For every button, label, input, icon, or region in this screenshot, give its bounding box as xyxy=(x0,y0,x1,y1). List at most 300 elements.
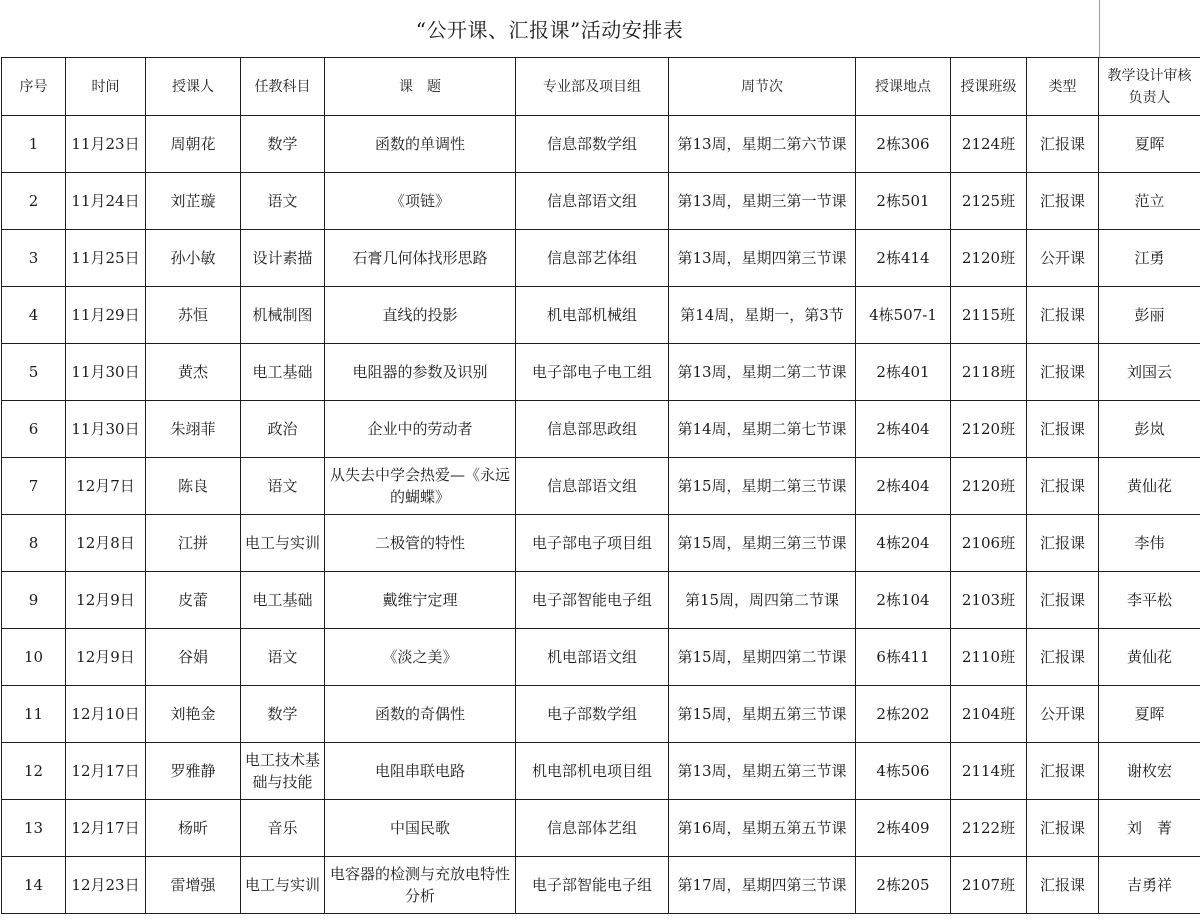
table-cell[interactable] xyxy=(241,857,325,914)
table-cell[interactable] xyxy=(325,287,516,344)
cell-text: 2122班 xyxy=(961,819,1016,837)
cell-text: 11 xyxy=(23,705,44,723)
table-cell[interactable] xyxy=(66,743,146,800)
cell-text: 11月29日 xyxy=(71,306,140,324)
cell-text: 苏恒 xyxy=(177,306,208,324)
table-cell[interactable] xyxy=(241,116,325,173)
table-cell[interactable] xyxy=(669,401,856,458)
table-cell[interactable] xyxy=(669,344,856,401)
table-cell[interactable] xyxy=(66,287,146,344)
cell-text: 2栋404 xyxy=(876,420,930,438)
table-cell[interactable] xyxy=(1027,572,1099,629)
table-cell[interactable] xyxy=(951,401,1027,458)
cell-text: 数学 xyxy=(267,705,298,723)
cell-text: 12月17日 xyxy=(71,819,140,837)
table-cell[interactable] xyxy=(241,344,325,401)
column-header[interactable]: 序号 xyxy=(2,58,66,116)
cell-text: 2114班 xyxy=(961,762,1016,780)
cell-text: 第13周，星期二第二节课 xyxy=(677,363,847,381)
table-cell[interactable] xyxy=(241,515,325,572)
cell-text: 2栋404 xyxy=(876,477,930,495)
table-cell[interactable] xyxy=(669,116,856,173)
cell-text: 2110班 xyxy=(961,648,1016,666)
table-cell[interactable] xyxy=(669,515,856,572)
title-empty-cell[interactable] xyxy=(1099,0,1200,57)
table-cell[interactable] xyxy=(951,800,1027,857)
table-cell[interactable] xyxy=(856,458,951,515)
cell-text: 2125班 xyxy=(961,192,1016,210)
cell-text: 12 xyxy=(23,762,44,780)
table-cell[interactable] xyxy=(241,800,325,857)
cell-text: 14 xyxy=(23,876,44,894)
table-cell[interactable] xyxy=(516,686,669,743)
cell-text: 李平松 xyxy=(1126,591,1172,609)
table-cell[interactable] xyxy=(1027,857,1099,914)
table-cell[interactable] xyxy=(856,686,951,743)
cell-text: 第15周，星期二第三节课 xyxy=(677,477,847,495)
table-cell[interactable] xyxy=(66,515,146,572)
table-cell[interactable] xyxy=(951,344,1027,401)
column-header[interactable]: 任教科目 xyxy=(241,58,325,116)
table-cell[interactable] xyxy=(241,230,325,287)
cell-text: 黄仙花 xyxy=(1126,648,1172,666)
table-cell[interactable] xyxy=(1027,629,1099,686)
cell-text: 4 xyxy=(28,306,39,324)
table-cell[interactable] xyxy=(1027,401,1099,458)
cell-text: 电子部智能电子组 xyxy=(531,876,652,894)
table-cell[interactable] xyxy=(66,572,146,629)
table-cell[interactable] xyxy=(325,173,516,230)
table-row xyxy=(2,572,1200,629)
table-row xyxy=(2,401,1200,458)
table-cell[interactable] xyxy=(669,287,856,344)
table-cell[interactable] xyxy=(856,173,951,230)
table-cell[interactable] xyxy=(951,230,1027,287)
table-cell[interactable] xyxy=(146,344,241,401)
column-header[interactable]: 授课人 xyxy=(146,58,241,116)
table-cell[interactable] xyxy=(951,458,1027,515)
cell-text: 汇报课 xyxy=(1039,591,1085,609)
table-cell[interactable] xyxy=(1027,287,1099,344)
table-cell[interactable] xyxy=(325,686,516,743)
cell-text: 语文 xyxy=(267,477,298,495)
cell-text: 电子部电子项目组 xyxy=(531,534,652,552)
table-cell[interactable] xyxy=(241,287,325,344)
cell-text: 2107班 xyxy=(961,876,1016,894)
table-cell[interactable] xyxy=(951,572,1027,629)
cell-text: 2120班 xyxy=(961,249,1016,267)
cell-text: 4栋506 xyxy=(876,762,930,780)
cell-text: 4栋507-1 xyxy=(869,306,937,324)
table-cell[interactable] xyxy=(325,800,516,857)
cell-text: 黄仙花 xyxy=(1126,477,1172,495)
table-cell[interactable] xyxy=(1099,344,1200,401)
table-cell[interactable] xyxy=(856,743,951,800)
table-cell[interactable] xyxy=(146,116,241,173)
cell-text: 函数的奇偶性 xyxy=(374,705,465,723)
table-cell[interactable] xyxy=(1099,743,1200,800)
cell-text: 汇报课 xyxy=(1039,819,1085,837)
cell-text: 罗雅静 xyxy=(170,762,216,780)
cell-text: 汇报课 xyxy=(1039,363,1085,381)
table-cell[interactable] xyxy=(2,800,66,857)
table-cell[interactable] xyxy=(325,572,516,629)
table-cell[interactable] xyxy=(2,743,66,800)
cell-text: 第13周，星期四第三节课 xyxy=(677,249,847,267)
cell-text: 戴维宁定理 xyxy=(382,591,458,609)
column-header[interactable]: 授课班级 xyxy=(951,58,1027,116)
table-row xyxy=(2,515,1200,572)
cell-text: 语文 xyxy=(267,648,298,666)
table-cell[interactable] xyxy=(325,857,516,914)
table-cell[interactable] xyxy=(2,173,66,230)
table-cell[interactable] xyxy=(146,686,241,743)
cell-text: 数学 xyxy=(267,135,298,153)
table-cell[interactable] xyxy=(516,515,669,572)
table-cell[interactable] xyxy=(856,344,951,401)
cell-text: 电容器的检测与充放电特性分析 xyxy=(329,865,510,905)
table-cell[interactable] xyxy=(2,686,66,743)
table-cell[interactable] xyxy=(2,629,66,686)
cell-text: 机电部机电项目组 xyxy=(531,762,652,780)
table-cell[interactable] xyxy=(951,287,1027,344)
cell-text: 电子部智能电子组 xyxy=(531,591,652,609)
table-cell[interactable] xyxy=(856,287,951,344)
table-cell[interactable] xyxy=(146,458,241,515)
table-cell[interactable] xyxy=(951,743,1027,800)
table-cell[interactable] xyxy=(325,743,516,800)
cell-text: 第13周，星期二第六节课 xyxy=(677,135,847,153)
cell-text: 11月24日 xyxy=(71,192,140,210)
cell-text: 2115班 xyxy=(961,306,1016,324)
table-cell[interactable] xyxy=(2,572,66,629)
table-cell[interactable] xyxy=(669,629,856,686)
table-cell[interactable] xyxy=(66,686,146,743)
table-cell[interactable] xyxy=(66,458,146,515)
table-cell[interactable] xyxy=(516,743,669,800)
table-cell[interactable] xyxy=(325,116,516,173)
cell-text: 8 xyxy=(28,534,39,552)
table-cell[interactable] xyxy=(66,230,146,287)
table-cell[interactable] xyxy=(2,515,66,572)
table-cell[interactable] xyxy=(146,800,241,857)
table-cell[interactable] xyxy=(951,116,1027,173)
table-cell[interactable] xyxy=(516,800,669,857)
table-cell[interactable] xyxy=(66,401,146,458)
table-cell[interactable] xyxy=(669,458,856,515)
cell-text: 2120班 xyxy=(961,477,1016,495)
cell-text: 汇报课 xyxy=(1039,135,1085,153)
table-cell[interactable] xyxy=(146,572,241,629)
table-body xyxy=(2,116,1200,914)
table-cell[interactable] xyxy=(1099,686,1200,743)
table-cell[interactable] xyxy=(951,857,1027,914)
table-cell[interactable] xyxy=(325,515,516,572)
cell-text: 6栋411 xyxy=(876,648,930,666)
cell-text: 2106班 xyxy=(961,534,1016,552)
cell-text: 11月25日 xyxy=(71,249,140,267)
cell-text: 12月9日 xyxy=(76,648,135,666)
table-cell[interactable] xyxy=(146,857,241,914)
cell-text: 机电部语文组 xyxy=(546,648,637,666)
cell-text: 11月30日 xyxy=(71,363,140,381)
cell-text: 6 xyxy=(28,420,39,438)
table-cell[interactable] xyxy=(241,629,325,686)
table-cell[interactable] xyxy=(669,173,856,230)
table-cell[interactable] xyxy=(856,857,951,914)
table-cell[interactable] xyxy=(856,629,951,686)
cell-text: 皮蕾 xyxy=(177,591,208,609)
cell-text: 彭岚 xyxy=(1134,420,1165,438)
table-cell[interactable] xyxy=(669,743,856,800)
cell-text: 电工基础 xyxy=(252,591,313,609)
table-cell[interactable] xyxy=(1099,401,1200,458)
table-cell[interactable] xyxy=(1099,515,1200,572)
table-cell[interactable] xyxy=(1099,857,1200,914)
cell-text: 2栋409 xyxy=(876,819,930,837)
table-row xyxy=(2,173,1200,230)
cell-text: 电阻串联电路 xyxy=(374,762,465,780)
cell-text: 谷娟 xyxy=(177,648,208,666)
table-row xyxy=(2,230,1200,287)
table-cell[interactable] xyxy=(669,800,856,857)
table-cell[interactable] xyxy=(516,572,669,629)
cell-text: 2栋401 xyxy=(876,363,930,381)
cell-text: 电子部电子电工组 xyxy=(531,363,652,381)
table-cell[interactable] xyxy=(669,857,856,914)
column-header[interactable]: 类型 xyxy=(1027,58,1099,116)
cell-text: 汇报课 xyxy=(1039,876,1085,894)
table-cell[interactable] xyxy=(2,230,66,287)
cell-text: 企业中的劳动者 xyxy=(367,420,473,438)
cell-text: 信息部艺体组 xyxy=(546,249,637,267)
table-cell[interactable] xyxy=(1099,116,1200,173)
table-cell[interactable] xyxy=(1027,686,1099,743)
cell-text: 设计素描 xyxy=(252,249,313,267)
table-cell[interactable] xyxy=(856,515,951,572)
table-cell[interactable] xyxy=(241,458,325,515)
column-header[interactable]: 教学设计审核负责人 xyxy=(1099,58,1200,116)
table-cell[interactable] xyxy=(325,629,516,686)
cell-text: 夏晖 xyxy=(1134,135,1165,153)
table-cell[interactable] xyxy=(241,401,325,458)
table-cell[interactable] xyxy=(951,173,1027,230)
table-cell[interactable] xyxy=(2,287,66,344)
cell-text: 朱翊菲 xyxy=(170,420,216,438)
table-cell[interactable] xyxy=(516,173,669,230)
table-cell[interactable] xyxy=(2,116,66,173)
table-cell[interactable] xyxy=(66,800,146,857)
cell-text: 信息部思政组 xyxy=(546,420,637,438)
cell-text: 石膏几何体找形思路 xyxy=(352,249,488,267)
table-cell[interactable] xyxy=(516,230,669,287)
table-cell[interactable] xyxy=(241,572,325,629)
table-cell[interactable] xyxy=(856,116,951,173)
cell-text: 电工基础 xyxy=(252,363,313,381)
cell-text: 12月23日 xyxy=(71,876,140,894)
table-cell[interactable] xyxy=(325,344,516,401)
table-cell[interactable] xyxy=(1027,743,1099,800)
table-cell[interactable] xyxy=(1099,572,1200,629)
cell-text: 黄杰 xyxy=(177,363,208,381)
cell-text: 汇报课 xyxy=(1039,192,1085,210)
table-cell[interactable] xyxy=(241,173,325,230)
table-cell[interactable] xyxy=(1099,230,1200,287)
table-cell[interactable] xyxy=(1027,515,1099,572)
cell-text: 孙小敏 xyxy=(170,249,216,267)
cell-text: 2栋205 xyxy=(876,876,930,894)
table-cell[interactable] xyxy=(1027,230,1099,287)
cell-text: 刘芷璇 xyxy=(170,192,216,210)
cell-text: 10 xyxy=(23,648,44,666)
table-cell[interactable] xyxy=(516,458,669,515)
cell-text: 周朝花 xyxy=(170,135,216,153)
table-cell[interactable] xyxy=(66,344,146,401)
column-header[interactable]: 时间 xyxy=(66,58,146,116)
table-cell[interactable] xyxy=(241,686,325,743)
cell-text: 江拼 xyxy=(177,534,208,552)
cell-text: 3 xyxy=(28,249,39,267)
table-cell[interactable] xyxy=(1099,287,1200,344)
table-cell[interactable] xyxy=(146,287,241,344)
header-row xyxy=(2,58,1200,116)
cell-text: 第15周，星期三第三节课 xyxy=(677,534,847,552)
cell-text: 音乐 xyxy=(267,819,298,837)
cell-text: 语文 xyxy=(267,192,298,210)
cell-text: 《淡之美》 xyxy=(382,648,458,666)
table-cell[interactable] xyxy=(951,629,1027,686)
table-row xyxy=(2,287,1200,344)
table-cell[interactable] xyxy=(241,743,325,800)
cell-text: 汇报课 xyxy=(1039,534,1085,552)
cell-text: 谢枚宏 xyxy=(1126,762,1172,780)
table-cell[interactable] xyxy=(951,515,1027,572)
table-cell[interactable] xyxy=(856,230,951,287)
table-cell[interactable] xyxy=(1099,629,1200,686)
cell-text: 机械制图 xyxy=(252,306,313,324)
table-cell[interactable] xyxy=(2,857,66,914)
table-cell[interactable] xyxy=(1099,800,1200,857)
cell-text: 函数的单调性 xyxy=(374,135,465,153)
table-cell[interactable] xyxy=(2,344,66,401)
cell-text: 直线的投影 xyxy=(382,306,458,324)
table-cell[interactable] xyxy=(516,401,669,458)
schedule-table xyxy=(1,57,1200,914)
table-cell[interactable] xyxy=(516,857,669,914)
table-cell[interactable] xyxy=(66,116,146,173)
cell-text: 2118班 xyxy=(961,363,1016,381)
column-header[interactable]: 专业部及项目组 xyxy=(516,58,669,116)
table-row xyxy=(2,800,1200,857)
table-cell[interactable] xyxy=(1099,173,1200,230)
table-cell[interactable] xyxy=(516,629,669,686)
cell-text: 12月9日 xyxy=(76,591,135,609)
cell-text: 1 xyxy=(28,135,39,153)
table-cell[interactable] xyxy=(951,686,1027,743)
table-cell[interactable] xyxy=(516,116,669,173)
table-cell[interactable] xyxy=(146,515,241,572)
cell-text: 11月30日 xyxy=(71,420,140,438)
cell-text: 电工与实训 xyxy=(244,876,320,894)
table-cell[interactable] xyxy=(669,572,856,629)
cell-text: 汇报课 xyxy=(1039,420,1085,438)
table-cell[interactable] xyxy=(146,173,241,230)
table-row xyxy=(2,344,1200,401)
cell-text: 2栋414 xyxy=(876,249,930,267)
cell-text: 刘艳金 xyxy=(170,705,216,723)
table-cell[interactable] xyxy=(1027,344,1099,401)
table-cell[interactable] xyxy=(146,230,241,287)
cell-text: 11月23日 xyxy=(71,135,140,153)
table-cell[interactable] xyxy=(669,230,856,287)
cell-text: 汇报课 xyxy=(1039,762,1085,780)
column-header[interactable]: 课 题 xyxy=(325,58,516,116)
table-cell[interactable] xyxy=(1027,800,1099,857)
cell-text: 第13周，星期三第一节课 xyxy=(677,192,847,210)
table-cell[interactable] xyxy=(66,857,146,914)
table-row xyxy=(2,857,1200,914)
table-cell[interactable] xyxy=(1027,116,1099,173)
table-cell[interactable] xyxy=(516,344,669,401)
cell-text: 范立 xyxy=(1134,192,1165,210)
cell-text: 信息部数学组 xyxy=(546,135,637,153)
table-cell[interactable] xyxy=(856,572,951,629)
cell-text: 公开课 xyxy=(1039,705,1085,723)
table-cell[interactable] xyxy=(856,800,951,857)
cell-text: 杨昕 xyxy=(177,819,208,837)
table-cell[interactable] xyxy=(2,458,66,515)
cell-text: 12月8日 xyxy=(76,534,135,552)
cell-text: 第16周，星期五第五节课 xyxy=(677,819,847,837)
table-cell[interactable] xyxy=(2,401,66,458)
cell-text: 第15周，星期五第三节课 xyxy=(677,705,847,723)
table-cell[interactable] xyxy=(66,629,146,686)
cell-text: 政治 xyxy=(267,420,298,438)
table-cell[interactable] xyxy=(1027,458,1099,515)
table-cell[interactable] xyxy=(146,401,241,458)
cell-text: 机电部机械组 xyxy=(546,306,637,324)
table-cell[interactable] xyxy=(146,629,241,686)
cell-text: 2栋104 xyxy=(876,591,930,609)
cell-text: 12月10日 xyxy=(71,705,140,723)
cell-text: 李伟 xyxy=(1134,534,1165,552)
cell-text: 吉勇祥 xyxy=(1126,876,1172,894)
column-header[interactable]: 周节次 xyxy=(669,58,856,116)
table-cell[interactable] xyxy=(325,401,516,458)
table-cell[interactable] xyxy=(325,458,516,515)
cell-text: 信息部语文组 xyxy=(546,192,637,210)
table-cell[interactable] xyxy=(669,686,856,743)
column-header[interactable]: 授课地点 xyxy=(856,58,951,116)
table-row xyxy=(2,116,1200,173)
table-cell[interactable] xyxy=(1027,173,1099,230)
cell-text: 2栋306 xyxy=(876,135,930,153)
table-cell[interactable] xyxy=(146,743,241,800)
cell-text: 从失去中学会热爱—《永远的蝴蝶》 xyxy=(329,466,510,506)
table-cell[interactable] xyxy=(1099,458,1200,515)
table-row xyxy=(2,629,1200,686)
table-cell[interactable] xyxy=(325,230,516,287)
cell-text: 电阻器的参数及识别 xyxy=(352,363,488,381)
table-cell[interactable] xyxy=(516,287,669,344)
cell-text: 公开课 xyxy=(1039,249,1085,267)
cell-text: 2104班 xyxy=(961,705,1016,723)
table-cell[interactable] xyxy=(66,173,146,230)
table-cell[interactable] xyxy=(856,401,951,458)
cell-text: 2栋202 xyxy=(876,705,930,723)
cell-text: 第14周，星期二第七节课 xyxy=(677,420,847,438)
cell-text: 陈良 xyxy=(177,477,208,495)
